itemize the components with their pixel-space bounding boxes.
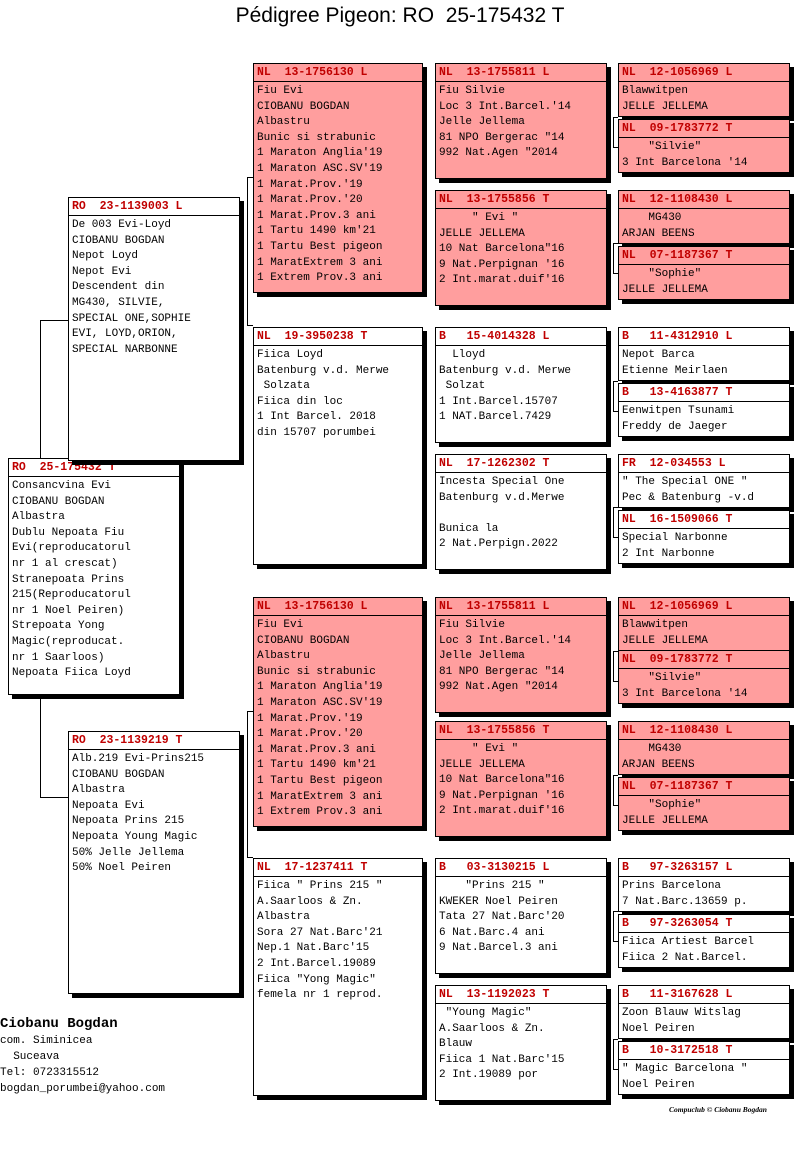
pigeon-details [622,140,786,171]
detail-line: Nepoata Evi [72,799,145,812]
ring-number: NL 09-1783772 T [622,122,733,135]
detail-line: Pec & Batenburg -v.d [622,491,755,504]
detail-line: Fiu Evi [257,619,304,631]
detail-line: "Sophie" [622,799,702,811]
detail-line: 10 Nat Barcelona"16 [439,243,565,256]
detail-line: Fiica Artiest Barcel [622,936,755,948]
pigeon-card [618,985,790,1039]
detail-line: SPECIAL ONE,SOPHIE [72,312,191,325]
detail-line: Bunic si strabunic [257,131,376,144]
detail-line: Eenwitpen Tsunami [622,405,735,417]
pigeon-card [253,327,423,565]
pigeon-card [618,858,790,912]
detail-line: Loc 3 Int.Barcel.'14 [439,634,572,647]
pigeon-details [622,879,786,910]
detail-line: MG430 [622,212,682,224]
detail-line: Nepoata Fiica Loyd [12,667,131,680]
pigeon-card [618,597,790,651]
detail-line: A.Saarloos & Zn. [439,1022,545,1035]
ring-number: NL 19-3950238 T [257,330,368,343]
ring-number: RO 23-1139219 T [72,734,183,747]
detail-line: 1 Int.Barcel.15707 [439,395,558,408]
pigeon-card [618,721,790,775]
pigeon-details [257,879,419,1004]
divider [619,345,789,346]
detail-line: Consancvina Evi [12,480,112,492]
detail-line: Evi(reproducatorul [12,542,131,555]
detail-line: Blauw [439,1038,473,1051]
detail-line: Dublu Nepoata Fiu [12,526,125,539]
pigeon-card [618,190,790,244]
pigeon-card [618,246,790,300]
detail-line: Batenburg v.d. Merwe [439,364,572,377]
detail-line: 1 Marat.Prov.3 ani [257,743,376,756]
detail-line: 992 Nat.Agen "2014 [439,147,558,160]
detail-line: CIOBANU BOGDAN [12,495,105,508]
connector-line [613,775,618,776]
detail-line: "Silvie" [622,141,702,153]
pigeon-details [439,879,603,957]
connector-line [613,911,614,941]
divider [69,215,239,216]
detail-line: ARJAN BEENS [622,227,695,240]
detail-line: Fiica Loyd [257,349,324,361]
detail-line: Jelle Jellema [439,116,525,129]
detail-line: 1 Extrem Prov.3 ani [257,272,383,285]
divider [619,208,789,209]
detail-line: JELLE JELLEMA [622,814,708,827]
detail-line: nr 1 Noel Peiren) [12,604,125,617]
detail-line: Batenburg v.d. Merwe [257,364,390,377]
detail-line: " The Special ONE " [622,476,748,488]
pigeon-details [622,671,786,702]
detail-line: 7 Nat.Barc.13659 p. [622,895,748,908]
detail-line: MG430 [622,743,682,755]
detail-line: JELLE JELLEMA [622,100,708,113]
subject-pigeon-card [8,458,180,695]
pigeon-details [622,618,786,649]
pigeon-details [257,84,419,287]
detail-line: CIOBANU BOGDAN [72,768,165,781]
pigeon-card [253,858,423,1096]
connector-line [40,697,41,797]
pigeon-card [618,650,790,704]
pigeon-card [618,63,790,117]
detail-line: 3 Int Barcelona '14 [622,687,748,700]
detail-line: Fiica " Prins 215 " [257,880,383,892]
pigeon-card [435,985,607,1101]
detail-line: Nepot Barca [622,349,695,361]
detail-line: Fiica 2 Nat.Barcel. [622,951,748,964]
connector-line [613,381,614,411]
detail-line: 1 Maraton ASC.SV'19 [257,162,383,175]
pigeon-card [618,454,790,508]
detail-line: 2 Int.marat.duif'16 [439,805,565,818]
connector-line [613,117,614,147]
pigeon-details [622,935,786,966]
pigeon-details [439,475,603,553]
divider [436,1003,606,1004]
detail-line: Zoon Blauw Witslag [622,1007,741,1019]
ring-number: NL 17-1262302 T [439,457,550,470]
detail-line: 50% Jelle Jellema [72,846,185,859]
divider [619,1003,789,1004]
detail-line: 1 Maraton Anglia'19 [257,681,383,694]
divider [436,345,606,346]
detail-line: "Prins 215 " [439,880,545,892]
detail-line: Albastra [12,511,65,524]
owner-contact [0,1015,165,1097]
divider [69,749,239,750]
detail-line: Descendent din [72,281,165,294]
connector-line [40,797,69,798]
detail-line: 2 Int Narbonne [622,547,715,560]
connector-line [247,177,248,325]
detail-line: "Young Magic" [439,1007,532,1019]
pigeon-details [622,531,786,562]
detail-line: Prins Barcelona [622,880,722,892]
pigeon-details [72,752,236,877]
pigeon-details [257,348,419,442]
detail-line: 2 Nat.Perpign.2022 [439,538,558,551]
ring-number: NL 12-1056969 L [622,66,733,79]
divider [9,476,179,477]
divider [619,932,789,933]
detail-line: Tata 27 Nat.Barc'20 [439,911,565,924]
ring-number: FR 12-034553 L [622,457,726,470]
ring-number: NL 09-1783772 T [622,653,733,666]
detail-line: " Magic Barcelona " [622,1063,748,1075]
detail-line: " Evi " [439,743,519,755]
ring-number: RO 25-175432 T [12,461,116,474]
detail-line: 2 Int.marat.duif'16 [439,274,565,287]
detail-line: JELLE JELLEMA [439,758,525,771]
detail-line [439,506,603,522]
divider [254,615,422,616]
pigeon-details [622,267,786,298]
detail-line: EVI, LOYD,ORION, [72,328,178,341]
detail-line: JELLE JELLEMA [622,283,708,296]
detail-line: 9 Nat.Barcel.3 ani [439,942,558,955]
detail-line: Lloyd [439,349,486,361]
detail-line: Albastra [257,911,310,924]
pigeon-details [72,218,236,358]
detail-line: Fiu Evi [257,85,304,97]
detail-line: Nepot Evi [72,265,132,278]
detail-line: JELLE JELLEMA [622,634,708,647]
connector-line [613,1039,614,1069]
detail-line: Fiica din loc [257,395,343,408]
detail-line: SPECIAL NARBONNE [72,343,178,356]
pigeon-card [618,119,790,173]
detail-line: 6 Nat.Barc.4 ani [439,926,545,939]
detail-line: bogdan_porumbei@yahoo.com [0,1083,166,1095]
detail-line: Suceava [0,1051,60,1063]
detail-line: 1 Marat.Prov.3 ani [257,209,376,222]
pigeon-details [622,211,786,242]
pigeon-details [622,1062,786,1093]
detail-line: 1 Marat.Prov.'19 [257,712,363,725]
ring-number: NL 13-1192023 T [439,988,550,1001]
detail-line: Bunic si strabunic [257,665,376,678]
ring-number: NL 13-1755811 L [439,600,550,613]
detail-line: Jelle Jellema [439,650,525,663]
detail-line: Magic(reproducat. [12,635,125,648]
pigeon-details [439,348,603,426]
pigeon-details [622,798,786,829]
detail-line: Incesta Special One [439,476,565,488]
detail-line: 1 Maraton Anglia'19 [257,147,383,160]
detail-line: Special Narbonne [622,532,728,544]
ring-number: B 03-3130215 L [439,861,550,874]
connector-line [40,320,69,321]
detail-line: ARJAN BEENS [622,758,695,771]
owner-details [0,1033,165,1097]
detail-line: Blawwitpen [622,619,689,631]
pigeon-details [439,84,603,162]
pigeon-details [439,618,603,696]
divider [254,876,422,877]
divider [254,345,422,346]
detail-line: 992 Nat.Agen "2014 [439,681,558,694]
detail-line: Bunica la [439,522,499,535]
detail-line: CIOBANU BOGDAN [257,634,350,647]
divider [619,739,789,740]
pigeon-details [439,1006,603,1084]
divider [619,615,789,616]
pigeon-card [618,327,790,381]
divider [436,615,606,616]
detail-line: 2 Int.19089 por [439,1069,539,1082]
detail-line: "Sophie" [622,268,702,280]
divider [619,1059,789,1060]
divider [436,81,606,82]
detail-line: 1 MaratExtrem 3 ani [257,790,383,803]
detail-line: 1 Tartu Best pigeon [257,774,383,787]
pigeon-card [618,777,790,831]
divider [619,472,789,473]
pigeon-details [257,618,419,821]
detail-line: 215(Reproducatorul [12,589,131,602]
pigeon-card [253,597,423,827]
detail-line: Fiu Silvie [439,85,506,97]
ring-number: B 13-4163877 T [622,386,733,399]
ring-number: B 15-4014328 L [439,330,550,343]
detail-line: 1 Tartu Best pigeon [257,240,383,253]
detail-line: Nepot Loyd [72,250,139,263]
detail-line: Solzat [439,380,486,393]
divider [619,668,789,669]
detail-line: Albastru [257,650,310,663]
detail-line: 10 Nat Barcelona"16 [439,774,565,787]
detail-line: nr 1 al crescat) [12,557,118,570]
ring-number: B 97-3263157 L [622,861,733,874]
detail-line: MG430, SILVIE, [72,296,165,309]
detail-line: Freddy de Jaeger [622,420,728,433]
detail-line: 3 Int Barcelona '14 [622,156,748,169]
pigeon-details [439,742,603,820]
pigeon-card [435,721,607,837]
detail-line: "Silvie" [622,672,702,684]
connector-line [613,243,614,273]
ring-number: NL 17-1237411 T [257,861,368,874]
ring-number: B 97-3263054 T [622,917,733,930]
detail-line: Fiica "Yong Magic" [257,973,376,986]
pigeon-card [253,63,423,293]
ring-number: NL 13-1755856 T [439,724,550,737]
detail-line: Albastru [257,116,310,129]
ring-number: NL 07-1187367 T [622,249,733,262]
detail-line: 1 Marat.Prov.'20 [257,194,363,207]
detail-line: Nepoata Young Magic [72,830,198,843]
pigeon-card [435,454,607,570]
pigeon-card [618,1041,790,1095]
detail-line: Stranepoata Prins [12,573,125,586]
detail-line: Nepoata Prins 215 [72,815,185,828]
ring-number: B 10-3172518 T [622,1044,733,1057]
connector-line [613,507,614,537]
pigeon-card [435,597,607,713]
pigeon-card [618,383,790,437]
detail-line: Albastra [72,784,125,797]
pigeon-details [12,479,176,682]
detail-line: Solzata [257,380,310,393]
ring-number: NL 12-1108430 L [622,193,733,206]
page-title: Pédigree Pigeon: RO 25-175432 T [235,4,565,27]
divider [619,81,789,82]
divider [619,528,789,529]
detail-line: Blawwitpen [622,85,689,97]
divider [619,876,789,877]
ring-number: NL 13-1755811 L [439,66,550,79]
detail-line: Tel: 0723315512 [0,1067,100,1079]
pigeon-card [435,858,607,974]
detail-line: 81 NPO Bergerac "14 [439,665,565,678]
ring-number: B 11-4312910 L [622,330,733,343]
detail-line: 1 Extrem Prov.3 ani [257,806,383,819]
detail-line: 9 Nat.Perpignan '16 [439,789,565,802]
ring-number: RO 23-1139003 L [72,200,183,213]
pigeon-details [622,475,786,506]
detail-line: Nep.1 Nat.Barc'15 [257,942,370,955]
pigeon-details [622,742,786,773]
detail-line: A.Saarloos & Zn. [257,895,363,908]
owner-name: Ciobanu Bogdan [0,1016,118,1032]
divider [436,739,606,740]
software-credit: Compuclub © Ciobanu Bogdan [669,1105,767,1114]
detail-line: femela nr 1 reprod. [257,989,383,1002]
detail-line: 1 Tartu 1490 km'21 [257,759,376,772]
detail-line: 1 NAT.Barcel.7429 [439,411,552,424]
divider [436,208,606,209]
pigeon-card [618,914,790,968]
dam-card [68,731,240,994]
pigeon-card [435,63,607,179]
pigeon-card [618,510,790,564]
pigeon-details [439,211,603,289]
detail-line: 1 Marat.Prov.'19 [257,178,363,191]
detail-line: 1 Marat.Prov.'20 [257,728,363,741]
detail-line: CIOBANU BOGDAN [72,234,165,247]
detail-line: 9 Nat.Perpignan '16 [439,258,565,271]
detail-line: Strepoata Yong [12,620,105,633]
detail-line: De 003 Evi-Loyd [72,219,172,231]
connector-line [613,651,614,681]
detail-line: JELLE JELLEMA [439,227,525,240]
detail-line: Noel Peiren [622,1022,695,1035]
detail-line: din 15707 porumbei [257,426,376,439]
detail-line: 1 Maraton ASC.SV'19 [257,696,383,709]
divider [436,472,606,473]
connector-line [613,775,614,805]
connector-line [40,320,41,460]
ring-number: NL 12-1108430 L [622,724,733,737]
sire-card [68,197,240,461]
divider [619,137,789,138]
pigeon-details [622,404,786,435]
ring-number: NL 12-1056969 L [622,600,733,613]
detail-line: Noel Peiren [622,1078,695,1091]
detail-line: Batenburg v.d.Merwe [439,491,565,504]
connector-line [247,711,248,857]
pigeon-details [622,348,786,379]
pigeon-card [435,327,607,443]
detail-line: CIOBANU BOGDAN [257,100,350,113]
detail-line: nr 1 Saarloos) [12,651,105,664]
connector-line [247,325,253,326]
detail-line: Fiu Silvie [439,619,506,631]
connector-line [613,1039,618,1040]
detail-line: " Evi " [439,212,519,224]
ring-number: B 11-3167628 L [622,988,733,1001]
detail-line: Loc 3 Int.Barcel.'14 [439,100,572,113]
ring-number: NL 16-1509066 T [622,513,733,526]
pigeon-card [435,190,607,306]
divider [254,81,422,82]
connector-line [613,381,618,382]
ring-number: NL 13-1756130 L [257,66,368,79]
detail-line: com. Siminicea [0,1035,93,1047]
divider [619,401,789,402]
detail-line: KWEKER Noel Peiren [439,895,558,908]
ring-number: NL 13-1756130 L [257,600,368,613]
pigeon-details [622,84,786,115]
detail-line: Fiica 1 Nat.Barc'15 [439,1053,565,1066]
detail-line: 1 MaratExtrem 3 ani [257,256,383,269]
detail-line: 50% Noel Peiren [72,862,172,875]
detail-line: 81 NPO Bergerac "14 [439,131,565,144]
pigeon-details [622,1006,786,1037]
detail-line: 1 Int Barcel. 2018 [257,411,376,424]
divider [436,876,606,877]
ring-number: NL 13-1755856 T [439,193,550,206]
connector-line [613,117,618,118]
detail-line: 1 Tartu 1490 km'21 [257,225,376,238]
divider [619,795,789,796]
ring-number: NL 07-1187367 T [622,780,733,793]
divider [619,264,789,265]
detail-line: 2 Int.Barcel.19089 [257,957,376,970]
detail-line: Alb.219 Evi-Prins215 [72,753,205,765]
detail-line: Sora 27 Nat.Barc'21 [257,926,383,939]
detail-line: Etienne Meirlaen [622,364,728,377]
